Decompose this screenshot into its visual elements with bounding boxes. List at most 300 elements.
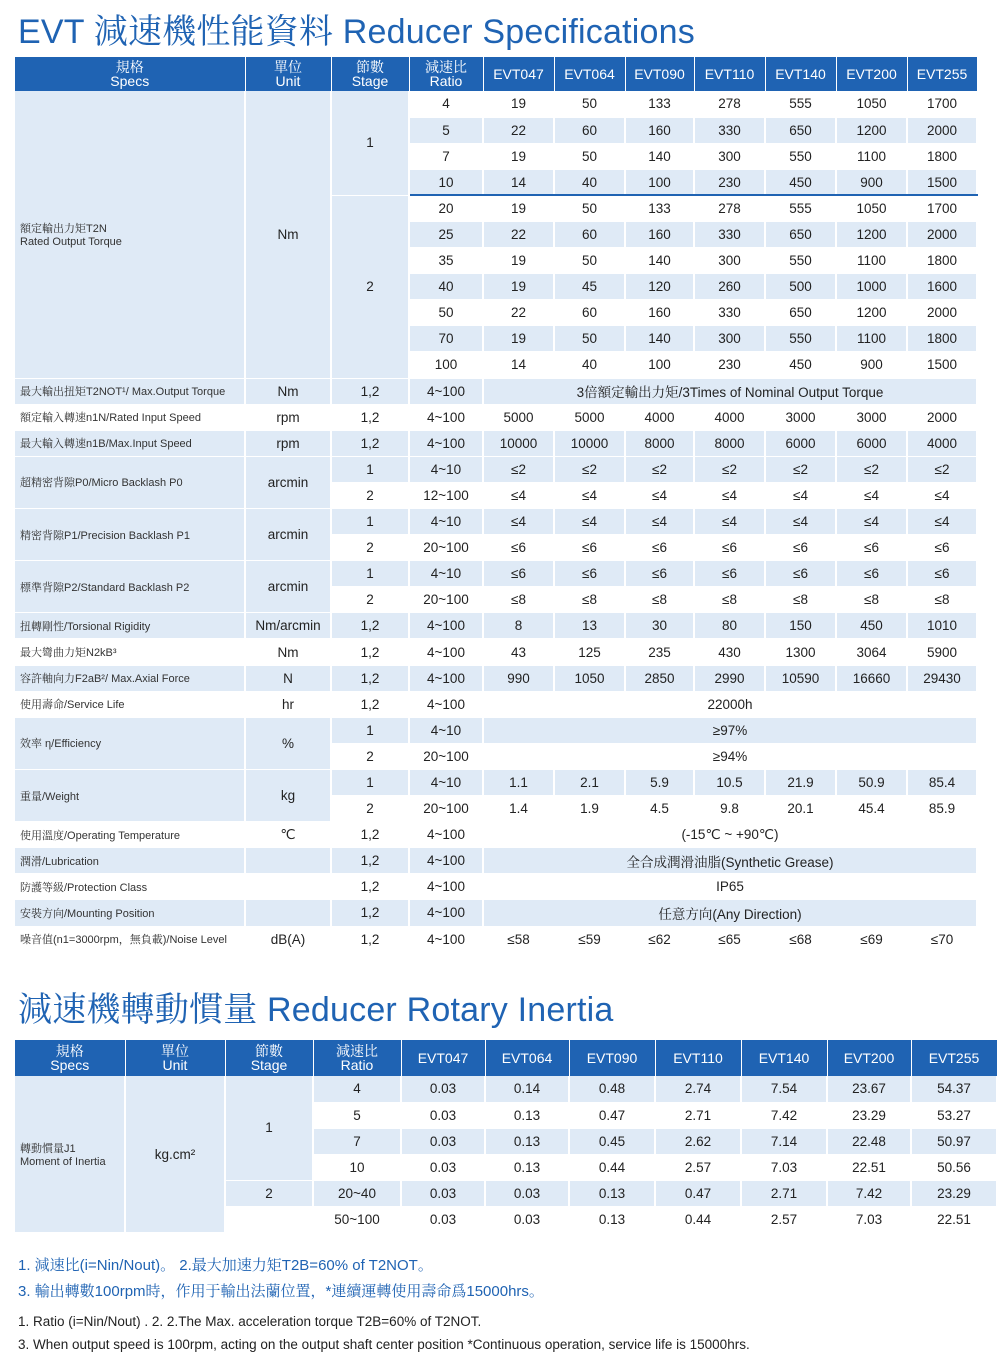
- value-cell: 54.37: [911, 1076, 997, 1102]
- stage-cell: 1,2: [331, 430, 409, 456]
- table-row: [15, 691, 977, 717]
- row-label: 使用溫度/Operating Temperature: [15, 822, 245, 848]
- header-ratio: 減速比 Ratio: [313, 1040, 401, 1076]
- value-cell: ≤6: [625, 535, 694, 561]
- value-cell: 2.71: [741, 1180, 827, 1206]
- value-cell: 2.74: [655, 1076, 741, 1102]
- row-label: 精密背隙P1/Precision Backlash P1: [15, 509, 245, 561]
- value-cell: 1300: [765, 639, 836, 665]
- table-row: [15, 91, 977, 117]
- value-cell: ≤59: [554, 926, 625, 952]
- header-model: EVT255: [911, 1040, 997, 1076]
- value-cell: 2.1: [554, 769, 625, 795]
- ratio-cell: 20~40: [313, 1180, 401, 1206]
- value-cell: 50.97: [911, 1128, 997, 1154]
- value-cell: 0.13: [485, 1128, 569, 1154]
- unit-cell: Nm/arcmin: [245, 613, 331, 639]
- table-row: [15, 404, 977, 430]
- value-cell: 1700: [907, 91, 977, 117]
- ratio-cell: 20~100: [409, 587, 483, 613]
- ratio-cell: 4~100: [409, 691, 483, 717]
- table-row: [15, 561, 977, 587]
- value-cell: 230: [694, 352, 765, 378]
- value-cell: ≥97%: [483, 717, 977, 743]
- table-row: [15, 874, 977, 900]
- value-cell: 278: [694, 91, 765, 117]
- value-cell: 160: [625, 117, 694, 143]
- ratio-cell: 5: [409, 117, 483, 143]
- unit-cell: dB(A): [245, 926, 331, 952]
- value-cell: 85.4: [907, 769, 977, 795]
- value-cell: 30: [625, 613, 694, 639]
- value-cell: 260: [694, 274, 765, 300]
- value-cell: 23.29: [911, 1180, 997, 1206]
- value-cell: 14: [483, 352, 554, 378]
- value-cell: ≤6: [694, 535, 765, 561]
- value-cell: 1100: [836, 143, 907, 169]
- value-cell: 5900: [907, 639, 977, 665]
- header-model: EVT255: [907, 57, 977, 91]
- table-row: [15, 1076, 997, 1102]
- value-cell: 450: [836, 613, 907, 639]
- spec-title: EVT 減速機性能資料 Reducer Specifications: [18, 13, 695, 51]
- value-cell: 0.45: [569, 1128, 655, 1154]
- value-cell: 22000h: [483, 691, 977, 717]
- value-cell: ≤70: [907, 926, 977, 952]
- value-cell: 0.14: [485, 1076, 569, 1102]
- value-cell: ≤6: [483, 535, 554, 561]
- value-cell: 19: [483, 274, 554, 300]
- unit-cell: %: [245, 717, 331, 769]
- stage-cell: 1,2: [331, 874, 409, 900]
- value-cell: ≤4: [907, 509, 977, 535]
- unit-cell: [245, 848, 331, 874]
- value-cell: 1.9: [554, 796, 625, 822]
- value-cell: ≤6: [554, 535, 625, 561]
- value-cell: ≤2: [694, 456, 765, 482]
- value-cell: 500: [765, 274, 836, 300]
- value-cell: ≤2: [554, 456, 625, 482]
- value-cell: 0.44: [655, 1206, 741, 1232]
- value-cell: ≤6: [483, 561, 554, 587]
- value-cell: ≤4: [483, 509, 554, 535]
- stage-cell: [225, 1206, 313, 1232]
- unit-cell: rpm: [245, 404, 331, 430]
- value-cell: 3倍額定輸出力矩/3Times of Nominal Output Torque: [483, 378, 977, 404]
- value-cell: 8000: [694, 430, 765, 456]
- value-cell: 3064: [836, 639, 907, 665]
- value-cell: ≥94%: [483, 743, 977, 769]
- value-cell: 10000: [554, 430, 625, 456]
- row-label: 最大輸出扭矩T2NOT¹/ Max.Output Torque: [15, 378, 245, 404]
- ratio-cell: 20~100: [409, 535, 483, 561]
- value-cell: ≤4: [694, 482, 765, 508]
- value-cell: 50: [554, 248, 625, 274]
- ratio-cell: 4~100: [409, 874, 483, 900]
- value-cell: ≤68: [765, 926, 836, 952]
- value-cell: 0.47: [655, 1180, 741, 1206]
- table-row: [15, 639, 977, 665]
- table-row: [15, 900, 977, 926]
- header-model: EVT140: [765, 57, 836, 91]
- stage-cell: 1,2: [331, 900, 409, 926]
- value-cell: ≤4: [907, 482, 977, 508]
- value-cell: 140: [625, 326, 694, 352]
- value-cell: 300: [694, 143, 765, 169]
- value-cell: 60: [554, 117, 625, 143]
- header-model: EVT140: [741, 1040, 827, 1076]
- value-cell: ≤4: [483, 482, 554, 508]
- value-cell: 150: [765, 613, 836, 639]
- note-cn-2: 3. 輸出轉數100rpm時，作用于輸出法蘭位置，*連續運轉使用壽命爲15000hrs。: [18, 1283, 544, 1300]
- value-cell: 0.03: [485, 1180, 569, 1206]
- value-cell: 85.9: [907, 796, 977, 822]
- value-cell: 14: [483, 169, 554, 195]
- value-cell: 50: [554, 326, 625, 352]
- value-cell: 5000: [554, 404, 625, 430]
- unit-cell: arcmin: [245, 561, 331, 613]
- value-cell: 430: [694, 639, 765, 665]
- table-row: [15, 926, 977, 952]
- value-cell: 2000: [907, 300, 977, 326]
- value-cell: 0.13: [485, 1154, 569, 1180]
- unit-cell: hr: [245, 691, 331, 717]
- value-cell: 900: [836, 169, 907, 195]
- ratio-cell: 4: [409, 91, 483, 117]
- value-cell: 20.1: [765, 796, 836, 822]
- value-cell: 43: [483, 639, 554, 665]
- ratio-cell: 4~100: [409, 900, 483, 926]
- unit-cell: Nm: [245, 378, 331, 404]
- value-cell: ≤6: [907, 561, 977, 587]
- value-cell: 330: [694, 221, 765, 247]
- value-cell: 19: [483, 326, 554, 352]
- value-cell: 4000: [625, 404, 694, 430]
- ratio-cell: 4~100: [409, 378, 483, 404]
- value-cell: 22.51: [827, 1154, 911, 1180]
- value-cell: 1600: [907, 274, 977, 300]
- value-cell: 1800: [907, 326, 977, 352]
- header-stage: 節數 Stage: [331, 57, 409, 91]
- value-cell: 1800: [907, 143, 977, 169]
- stage-cell: 2: [331, 743, 409, 769]
- value-cell: ≤4: [765, 482, 836, 508]
- value-cell: ≤4: [694, 509, 765, 535]
- ratio-cell: 4~100: [409, 639, 483, 665]
- value-cell: 125: [554, 639, 625, 665]
- value-cell: 10.5: [694, 769, 765, 795]
- value-cell: 7.14: [741, 1128, 827, 1154]
- row-label: 防護等級/Protection Class: [15, 874, 245, 900]
- value-cell: 50.56: [911, 1154, 997, 1180]
- row-label: 容許軸向力F2aB²/ Max.Axial Force: [15, 665, 245, 691]
- value-cell: 1010: [907, 613, 977, 639]
- stage-cell: 1: [331, 91, 409, 195]
- stage-cell: 1: [331, 509, 409, 535]
- value-cell: 10000: [483, 430, 554, 456]
- value-cell: 140: [625, 143, 694, 169]
- ratio-cell: 25: [409, 221, 483, 247]
- value-cell: 7.03: [827, 1206, 911, 1232]
- value-cell: 1100: [836, 248, 907, 274]
- stage-cell: 2: [331, 796, 409, 822]
- stage-cell: 2: [331, 482, 409, 508]
- unit-cell: arcmin: [245, 509, 331, 561]
- ratio-cell: 5: [313, 1102, 401, 1128]
- value-cell: 10590: [765, 665, 836, 691]
- value-cell: 120: [625, 274, 694, 300]
- value-cell: ≤6: [625, 561, 694, 587]
- inertia-title: 減速機轉動慣量 Reducer Rotary Inertia: [18, 991, 614, 1029]
- value-cell: 53.27: [911, 1102, 997, 1128]
- header-model: EVT090: [625, 57, 694, 91]
- note-en-2: 3. When output speed is 100rpm, acting on the output shaft center position *Continuous operation, service life is 15000hrs.: [18, 1337, 750, 1352]
- ratio-cell: 20: [409, 195, 483, 221]
- header-model: EVT047: [401, 1040, 485, 1076]
- stage-cell: 1,2: [331, 404, 409, 430]
- value-cell: 3000: [765, 404, 836, 430]
- stage-cell: 2: [331, 535, 409, 561]
- value-cell: 5.9: [625, 769, 694, 795]
- header-model: EVT047: [483, 57, 554, 91]
- value-cell: 19: [483, 248, 554, 274]
- value-cell: 1500: [907, 352, 977, 378]
- unit-cell: kg: [245, 769, 331, 821]
- ratio-cell: 50: [409, 300, 483, 326]
- value-cell: 555: [765, 91, 836, 117]
- ratio-cell: 4~10: [409, 717, 483, 743]
- value-cell: 1.1: [483, 769, 554, 795]
- row-label: 轉動慣量J1 Moment of Inertia: [15, 1076, 125, 1233]
- value-cell: ≤6: [765, 561, 836, 587]
- header-specs: 規格 Specs: [15, 57, 245, 91]
- value-cell: 0.13: [569, 1180, 655, 1206]
- value-cell: 23.29: [827, 1102, 911, 1128]
- value-cell: 23.67: [827, 1076, 911, 1102]
- note-en-1: 1. Ratio (i=Nin/Nout) . 2. 2.The Max. acceleration torque T2B=60% of T2NOT.: [18, 1314, 482, 1329]
- value-cell: 19: [483, 195, 554, 221]
- value-cell: 2.57: [741, 1206, 827, 1232]
- value-cell: 4000: [694, 404, 765, 430]
- value-cell: 全合成潤滑油脂(Synthetic Grease): [483, 848, 977, 874]
- table-row: [15, 848, 977, 874]
- header-specs: 規格 Specs: [15, 1040, 125, 1076]
- value-cell: 7.42: [741, 1102, 827, 1128]
- header-model: EVT200: [836, 57, 907, 91]
- value-cell: 2.71: [655, 1102, 741, 1128]
- value-cell: (-15℃ ~ +90℃): [483, 822, 977, 848]
- spec-header-row: [15, 57, 977, 91]
- value-cell: 300: [694, 326, 765, 352]
- ratio-cell: 100: [409, 352, 483, 378]
- ratio-cell: 4~10: [409, 561, 483, 587]
- value-cell: 0.03: [401, 1128, 485, 1154]
- value-cell: 4000: [907, 430, 977, 456]
- value-cell: ≤8: [907, 587, 977, 613]
- value-cell: 2.57: [655, 1154, 741, 1180]
- value-cell: 3000: [836, 404, 907, 430]
- value-cell: ≤4: [554, 482, 625, 508]
- value-cell: ≤4: [625, 482, 694, 508]
- ratio-cell: 4~10: [409, 509, 483, 535]
- value-cell: 50: [554, 143, 625, 169]
- value-cell: 0.03: [401, 1102, 485, 1128]
- stage-cell: 1,2: [331, 926, 409, 952]
- stage-cell: 1,2: [331, 639, 409, 665]
- value-cell: 1.4: [483, 796, 554, 822]
- table-row: [15, 378, 977, 404]
- ratio-cell: 4~100: [409, 665, 483, 691]
- row-label: 安裝方向/Mounting Position: [15, 900, 245, 926]
- value-cell: 1000: [836, 274, 907, 300]
- value-cell: 330: [694, 300, 765, 326]
- value-cell: ≤2: [625, 456, 694, 482]
- value-cell: 7.54: [741, 1076, 827, 1102]
- value-cell: ≤2: [765, 456, 836, 482]
- value-cell: ≤6: [765, 535, 836, 561]
- value-cell: ≤8: [836, 587, 907, 613]
- row-label: 噪音值(n1=3000rpm，無負載)/Noise Level: [15, 926, 245, 952]
- value-cell: 550: [765, 143, 836, 169]
- table-row: [15, 822, 977, 848]
- value-cell: 16660: [836, 665, 907, 691]
- value-cell: 60: [554, 221, 625, 247]
- stage-cell: 1: [331, 561, 409, 587]
- value-cell: 0.03: [401, 1154, 485, 1180]
- value-cell: 7.42: [827, 1180, 911, 1206]
- value-cell: 300: [694, 248, 765, 274]
- value-cell: 1200: [836, 221, 907, 247]
- value-cell: 550: [765, 248, 836, 274]
- ratio-cell: 4~100: [409, 404, 483, 430]
- value-cell: 7.03: [741, 1154, 827, 1180]
- value-cell: 22.51: [911, 1206, 997, 1232]
- unit-cell: [245, 900, 331, 926]
- value-cell: 0.47: [569, 1102, 655, 1128]
- value-cell: ≤4: [765, 509, 836, 535]
- value-cell: ≤8: [694, 587, 765, 613]
- value-cell: 555: [765, 195, 836, 221]
- value-cell: 4.5: [625, 796, 694, 822]
- unit-cell: kg.cm²: [125, 1076, 225, 1233]
- row-label: 額定輸入轉速n1N/Rated Input Speed: [15, 404, 245, 430]
- table-row: [15, 430, 977, 456]
- value-cell: 450: [765, 352, 836, 378]
- value-cell: 5000: [483, 404, 554, 430]
- value-cell: 0.03: [485, 1206, 569, 1232]
- value-cell: 0.03: [401, 1076, 485, 1102]
- ratio-cell: 4~100: [409, 613, 483, 639]
- row-label: 最大彎曲力矩N2kB³: [15, 639, 245, 665]
- value-cell: 650: [765, 117, 836, 143]
- value-cell: ≤4: [625, 509, 694, 535]
- value-cell: ≤8: [625, 587, 694, 613]
- row-label: 超精密背隙P0/Micro Backlash P0: [15, 456, 245, 508]
- table-row: [15, 665, 977, 691]
- value-cell: 22: [483, 117, 554, 143]
- value-cell: ≤8: [554, 587, 625, 613]
- stage-cell: 1,2: [331, 665, 409, 691]
- value-cell: 160: [625, 300, 694, 326]
- row-label: 扭轉剛性/Torsional Rigidity: [15, 613, 245, 639]
- value-cell: 1050: [554, 665, 625, 691]
- value-cell: 235: [625, 639, 694, 665]
- stage-cell: 2: [225, 1180, 313, 1206]
- ratio-cell: 4~100: [409, 848, 483, 874]
- value-cell: 6000: [765, 430, 836, 456]
- value-cell: 50: [554, 91, 625, 117]
- value-cell: ≤58: [483, 926, 554, 952]
- value-cell: 100: [625, 169, 694, 195]
- header-model: EVT064: [554, 57, 625, 91]
- ratio-cell: 40: [409, 274, 483, 300]
- stage-cell: 1: [331, 717, 409, 743]
- value-cell: ≤8: [483, 587, 554, 613]
- value-cell: 1200: [836, 300, 907, 326]
- stage-cell: 1: [225, 1076, 313, 1180]
- value-cell: 0.03: [401, 1180, 485, 1206]
- ratio-cell: 4~100: [409, 926, 483, 952]
- value-cell: 40: [554, 352, 625, 378]
- ratio-cell: 7: [313, 1128, 401, 1154]
- header-model: EVT110: [694, 57, 765, 91]
- value-cell: 2.62: [655, 1128, 741, 1154]
- value-cell: ≤6: [836, 561, 907, 587]
- value-cell: 22: [483, 221, 554, 247]
- value-cell: ≤2: [483, 456, 554, 482]
- value-cell: 0.13: [569, 1206, 655, 1232]
- value-cell: ≤4: [836, 482, 907, 508]
- value-cell: 450: [765, 169, 836, 195]
- value-cell: ≤6: [554, 561, 625, 587]
- value-cell: 1500: [907, 169, 977, 195]
- table-row: [15, 613, 977, 639]
- row-label: 額定輸出力矩T2N Rated Output Torque: [15, 91, 245, 378]
- value-cell: 22.48: [827, 1128, 911, 1154]
- note-cn-1: 1. 減速比(i=Nin/Nout)。 2.最大加速力矩T2B=60% of T2NOT。: [18, 1257, 433, 1274]
- value-cell: 2000: [907, 117, 977, 143]
- table-row: [15, 456, 977, 482]
- value-cell: 1050: [836, 91, 907, 117]
- value-cell: 2000: [907, 221, 977, 247]
- value-cell: 2990: [694, 665, 765, 691]
- ratio-cell: 20~100: [409, 743, 483, 769]
- header-stage: 節數 Stage: [225, 1040, 313, 1076]
- unit-cell: Nm: [245, 639, 331, 665]
- table-row: [15, 769, 977, 795]
- ratio-cell: 50~100: [313, 1206, 401, 1232]
- value-cell: 1200: [836, 117, 907, 143]
- value-cell: 550: [765, 326, 836, 352]
- stage-cell: 2: [331, 195, 409, 378]
- value-cell: 0.48: [569, 1076, 655, 1102]
- stage-cell: 1,2: [331, 613, 409, 639]
- value-cell: 50.9: [836, 769, 907, 795]
- unit-cell: [245, 874, 331, 900]
- ratio-cell: 4~100: [409, 822, 483, 848]
- value-cell: 0.13: [485, 1102, 569, 1128]
- value-cell: 1800: [907, 248, 977, 274]
- stage-cell: 1,2: [331, 378, 409, 404]
- header-model: EVT200: [827, 1040, 911, 1076]
- inertia-table: [15, 1040, 998, 1233]
- row-label: 潤滑/Lubrication: [15, 848, 245, 874]
- stage-cell: 1,2: [331, 848, 409, 874]
- unit-cell: N: [245, 665, 331, 691]
- row-label: 使用壽命/Service Life: [15, 691, 245, 717]
- value-cell: 1100: [836, 326, 907, 352]
- value-cell: 80: [694, 613, 765, 639]
